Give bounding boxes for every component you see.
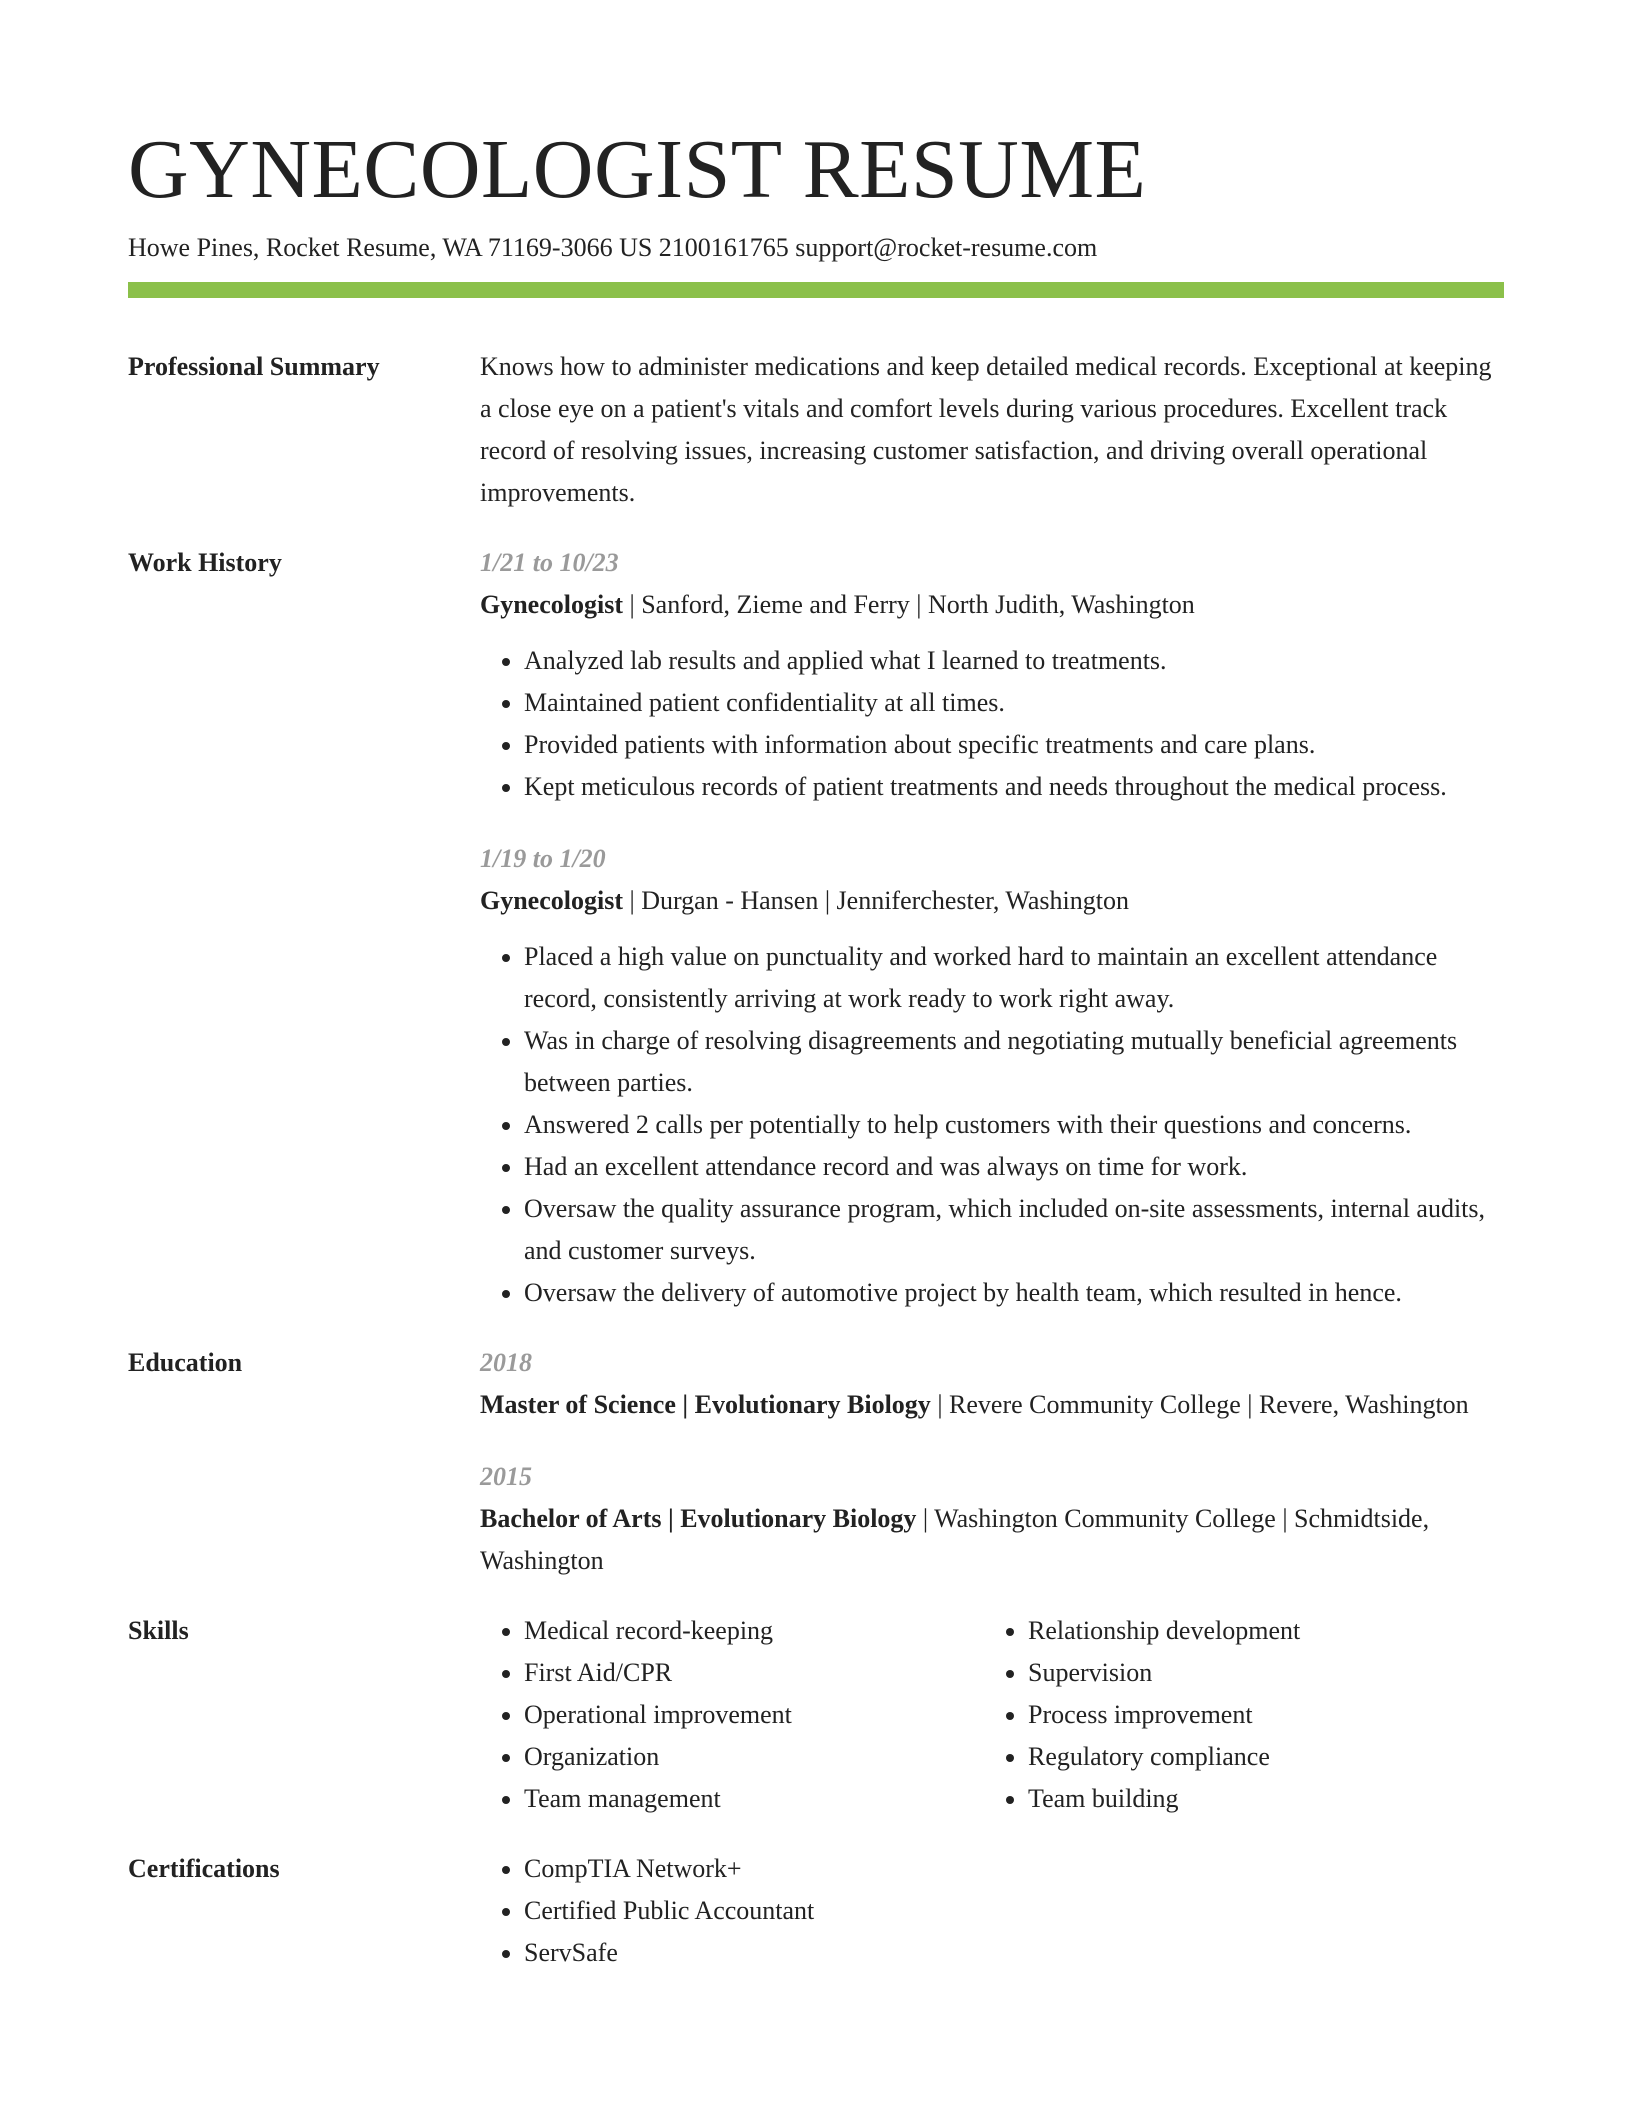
section-label: Skills [128, 1616, 189, 1645]
list-item: • Provided patients with information about specific treatments and care plans. [524, 724, 1504, 766]
section-work-history [128, 542, 1504, 1314]
section-label: Work History [128, 548, 282, 577]
section-label: Education [128, 1348, 243, 1377]
certifications-list [480, 1848, 1504, 1974]
header-accent-rule [128, 282, 1504, 298]
list-item: • Answered 2 calls per potentially to help customers with their questions and concerns. [524, 1104, 1504, 1146]
resume-page [128, 120, 1504, 2002]
list-item: • Supervision [1028, 1652, 1488, 1694]
list-item: • Analyzed lab results and applied what I learned to treatments. [524, 640, 1504, 682]
list-item: • Process improvement [1028, 1694, 1488, 1736]
list-item: • Placed a high value on punctuality and worked hard to maintain an excellent attendance record, consistently arriving at work ready to work right away. [524, 936, 1504, 1020]
list-item: • Medical record-keeping [524, 1610, 984, 1652]
education-line [480, 1384, 1504, 1426]
list-item: • Maintained patient confidentiality at all times. [524, 682, 1504, 724]
list-item: • Had an excellent attendance record and was always on time for work. [524, 1146, 1504, 1188]
skills-columns [480, 1610, 1504, 1820]
summary-text: Knows how to administer medications and keep detailed medical records. Exceptional at keeping a close eye on a patient's vitals and comfort levels during various procedures. Excellent track record of resolving issues, increasing customer satisfaction, and driving overall operational improvements. [480, 352, 1492, 507]
job-dates: 1/19 to 1/20 [480, 844, 606, 873]
contact-line: Howe Pines, Rocket Resume, WA 71169-3066 US 2100161765 support@rocket-resume.com [128, 233, 1098, 262]
list-item: • Operational improvement [524, 1694, 984, 1736]
education-degree: Master of Science | Evolutionary Biology [480, 1390, 931, 1419]
job-role-line [480, 880, 1504, 922]
job-details: | Sanford, Zieme and Ferry | North Judith, Washington [623, 590, 1195, 619]
job-bullets [480, 640, 1504, 808]
list-item: • Kept meticulous records of patient treatments and needs throughout the medical process. [524, 766, 1504, 808]
section-label: Professional Summary [128, 352, 380, 381]
list-item: • Team building [1028, 1778, 1488, 1820]
list-item: • ServSafe [524, 1932, 1504, 1974]
list-item: • Team management [524, 1778, 984, 1820]
section-body [480, 1610, 1504, 1820]
education-details: | Washington Community College | Schmidtside, Washington [480, 1504, 1430, 1575]
section-body [480, 346, 1504, 514]
section-body [480, 1342, 1504, 1582]
education-year: 2018 [480, 1348, 532, 1377]
job-details: | Durgan - Hansen | Jenniferchester, Washington [623, 886, 1129, 915]
job-title: Gynecologist [480, 886, 623, 915]
job-dates: 1/21 to 10/23 [480, 548, 619, 577]
education-degree: Bachelor of Arts | Evolutionary Biology [480, 1504, 917, 1533]
education-entry [480, 1456, 1504, 1582]
job-entry [480, 838, 1504, 1314]
list-item: • CompTIA Network+ [524, 1848, 1504, 1890]
list-item: • Was in charge of resolving disagreements and negotiating mutually beneficial agreements between parties. [524, 1020, 1504, 1104]
job-title: Gynecologist [480, 590, 623, 619]
education-line [480, 1498, 1504, 1582]
section-body [480, 542, 1504, 1314]
job-role-line [480, 584, 1504, 626]
section-education [128, 1342, 1504, 1582]
list-item: • Relationship development [1028, 1610, 1488, 1652]
list-item: • Oversaw the delivery of automotive project by health team, which resulted in hence. [524, 1272, 1504, 1314]
job-bullets [480, 936, 1504, 1314]
section-skills [128, 1610, 1504, 1820]
section-certifications [128, 1848, 1504, 1974]
job-entry [480, 542, 1504, 808]
list-item: • Regulatory compliance [1028, 1736, 1488, 1778]
section-professional-summary [128, 346, 1504, 514]
section-body [480, 1848, 1504, 1974]
education-year: 2015 [480, 1462, 532, 1491]
skills-column-left [480, 1610, 984, 1820]
section-label: Certifications [128, 1854, 280, 1883]
list-item: • Organization [524, 1736, 984, 1778]
list-item: • Oversaw the quality assurance program, which included on-site assessments, internal audits, and customer surveys. [524, 1188, 1504, 1272]
education-entry [480, 1342, 1504, 1426]
resume-sections [128, 346, 1504, 1974]
education-details: | Revere Community College | Revere, Washington [930, 1390, 1469, 1419]
list-item: • Certified Public Accountant [524, 1890, 1504, 1932]
skills-list [480, 1610, 984, 1820]
skills-column-right [984, 1610, 1488, 1820]
list-item: • First Aid/CPR [524, 1652, 984, 1694]
skills-list [984, 1610, 1488, 1820]
resume-title: GYNECOLOGIST RESUME [128, 123, 1147, 216]
